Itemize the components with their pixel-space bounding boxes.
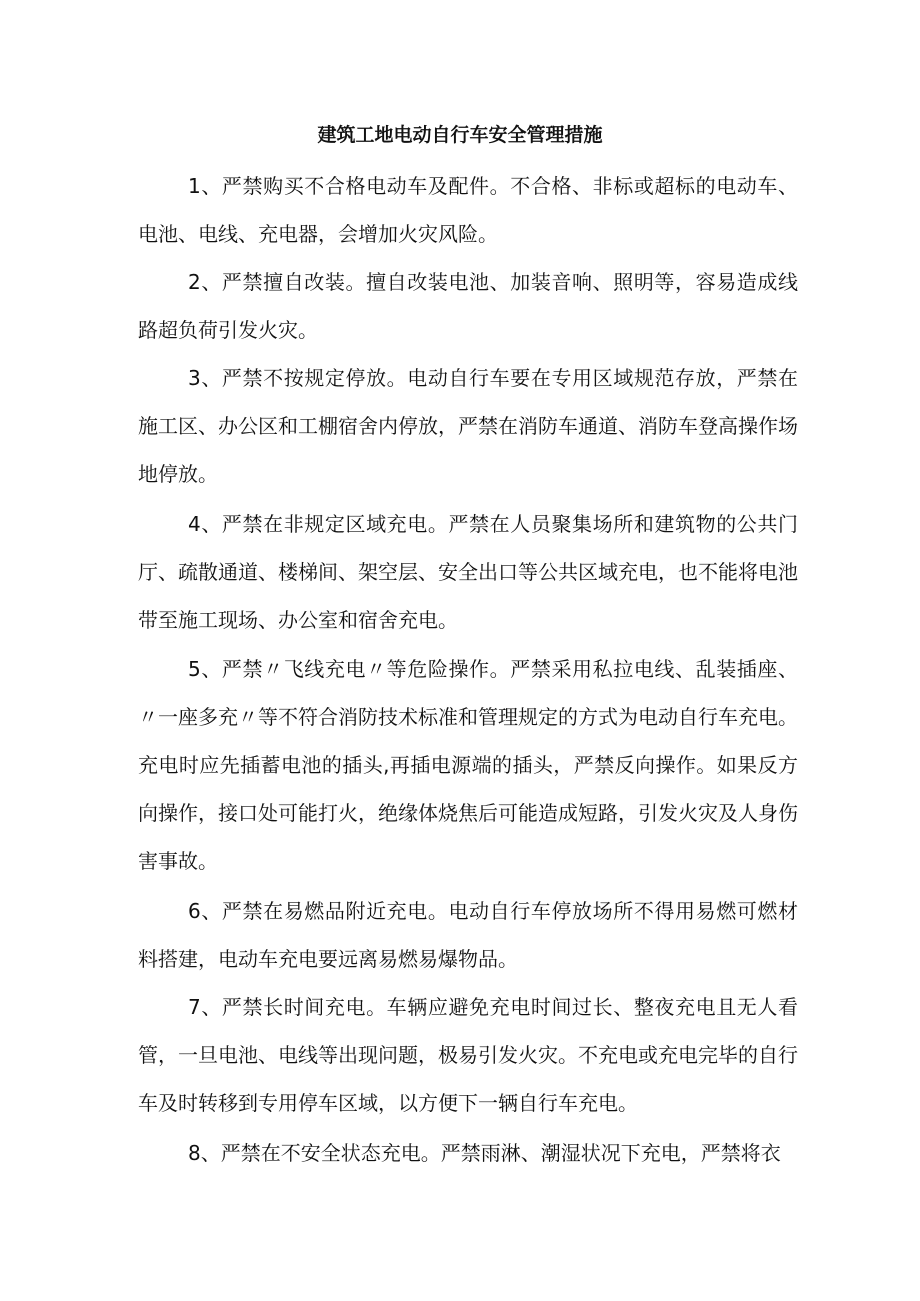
paragraph-3: 3、严禁不按规定停放。电动自行车要在专用区域规范存放，严禁在施工区、办公区和工棚宿舍内停放，严禁在消防车通道、消防车登高操作场地停放。 [138,366,798,486]
paragraph-6: 6、严禁在易燃品附近充电。电动自行车停放场所不得用易燃可燃材料搭建，电动车充电要远离易燃易爆物品。 [138,899,798,971]
paragraph-1: 1、严禁购买不合格电动车及配件。不合格、非标或超标的电动车、电池、电线、充电器，会增加火灾风险。 [138,174,798,246]
paragraph-7: 7、严禁长时间充电。车辆应避免充电时间过长、整夜充电且无人看管，一旦电池、电线等出现问题，极易引发火灾。不充电或充电完毕的自行车及时转移到专用停车区域，以方便下一辆自行车充电。 [138,995,798,1115]
paragraph-5: 5、严禁〃飞线充电〃等危险操作。严禁采用私拉电线、乱装插座、〃一座多充〃等不符合消防技术标准和管理规定的方式为电动自行车充电。充电时应先插蓄电池的插头,再插电源端的插头，严禁反向操作。如果反方向操作，接口处可能打火，绝缘体烧焦后可能造成短路，引发火灾及人身伤害事故。 [138,657,798,873]
paragraph-8: 8、严禁在不安全状态充电。严禁雨淋、潮湿状况下充电，严禁将衣 [188,1141,781,1165]
paragraph-2: 2、严禁擅自改装。擅自改装电池、加装音响、照明等，容易造成线路超负荷引发火灾。 [138,270,798,342]
paragraph-4: 4、严禁在非规定区域充电。严禁在人员聚集场所和建筑物的公共门厅、疏散通道、楼梯间、架空层、安全出口等公共区域充电，也不能将电池带至施工现场、办公室和宿舍充电。 [138,512,798,632]
document-title: 建筑工地电动自行车安全管理措施 [317,124,603,146]
